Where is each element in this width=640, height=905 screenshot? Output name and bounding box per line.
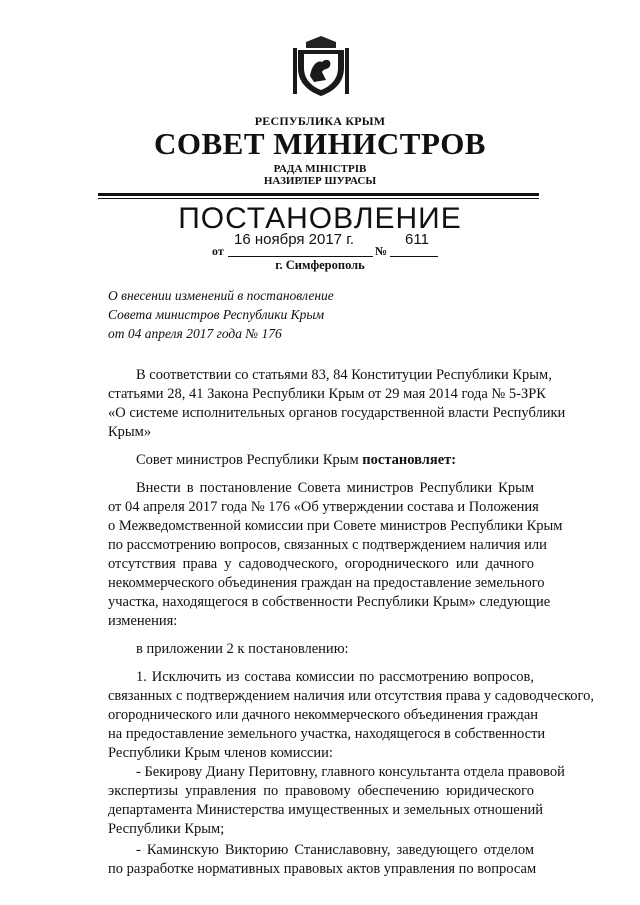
council-title-ukrainian: РАДА МІНІСТРІВ <box>273 163 367 175</box>
paragraph-line: Крым» <box>108 424 152 440</box>
paragraph-line: изменения: <box>108 613 178 629</box>
number-label: № <box>375 244 388 258</box>
resolution-keyword: постановляет: <box>362 452 457 468</box>
paragraph-line: участка, находящегося в собственности Республики Крым» следующие <box>108 594 551 610</box>
date-underline <box>228 256 373 257</box>
paragraph-line: Республики Крым; <box>108 821 225 837</box>
city: г. Симферополь <box>275 258 365 272</box>
paragraph-line: экспертизы управления по правовому обеспечению юридического <box>108 783 534 799</box>
paragraph-line: «О системе исполнительных органов государственной власти Республики <box>108 405 566 421</box>
header-rule-thin <box>98 198 539 199</box>
number-underline <box>390 256 438 257</box>
paragraph-line: В соответствии со статьями 83, 84 Конституции Республики Крым, <box>136 367 552 383</box>
coat-of-arms-icon <box>292 34 350 98</box>
paragraph-line: некоммерческого объединения граждан на предоставление земельного <box>108 575 545 591</box>
paragraph-line: департамента Министерства имущественных и земельных отношений <box>108 802 544 818</box>
paragraph-line: связанных с подтверждением наличия или отсутствия права у садоводческого, <box>108 688 594 704</box>
resolution-text: Совет министров Республики Крым <box>136 452 359 468</box>
paragraph-line: по разработке нормативных правовых актов управления по вопросам <box>108 861 537 877</box>
document-type: ПОСТАНОВЛЕНИЕ <box>178 202 462 235</box>
paragraph-line: по рассмотрению вопросов, связанных с подтверждением наличия или <box>108 537 547 553</box>
subject-line: О внесении изменений в постановление <box>108 288 334 303</box>
paragraph-line: отсутствия права у садоводческого, огороднического или дачного <box>108 556 534 572</box>
paragraph-line: о Межведомственной комиссии при Совете министров Республики Крым <box>108 518 563 534</box>
council-title: СОВЕТ МИНИСТРОВ <box>154 126 486 161</box>
paragraph-line: от 04 апреля 2017 года № 176 «Об утверждении состава и Положения <box>108 499 539 515</box>
paragraph-line: - Каминскую Викторию Станиславовну, заведующего отделом <box>136 842 534 858</box>
paragraph-line: на предоставление земельного участка, находящегося в собственности <box>108 726 546 742</box>
republic-name: РЕСПУБЛИКА КРЫМ <box>254 114 386 128</box>
paragraph-line: - Бекирову Диану Перитовну, главного консультанта отдела правовой <box>136 764 565 780</box>
document-number: 611 <box>405 231 429 248</box>
from-label: от <box>212 244 224 258</box>
paragraph-line: Внести в постановление Совета министров Республики Крым <box>136 480 534 496</box>
resolution-line <box>136 451 534 470</box>
paragraph-line: в приложении 2 к постановлению: <box>136 641 349 657</box>
council-title-crimean-tatar: НАЗИРЛЕР ШУРАСЫ <box>263 175 377 187</box>
header-rule-thick <box>98 193 539 196</box>
paragraph-line: 1. Исключить из состава комиссии по рассмотрению вопросов, <box>136 669 534 685</box>
paragraph-line: Республики Крым членов комиссии: <box>108 745 333 761</box>
paragraph-line: огороднического или дачного некоммерческого объединения граждан <box>108 707 539 723</box>
document-date: 16 ноября 2017 г. <box>234 231 354 248</box>
subject-line: Совета министров Республики Крым <box>108 307 325 322</box>
subject-line: от 04 апреля 2017 года № 176 <box>108 326 282 341</box>
paragraph-line: статьями 28, 41 Закона Республики Крым от 29 мая 2014 года № 5-ЗРК <box>108 386 546 402</box>
